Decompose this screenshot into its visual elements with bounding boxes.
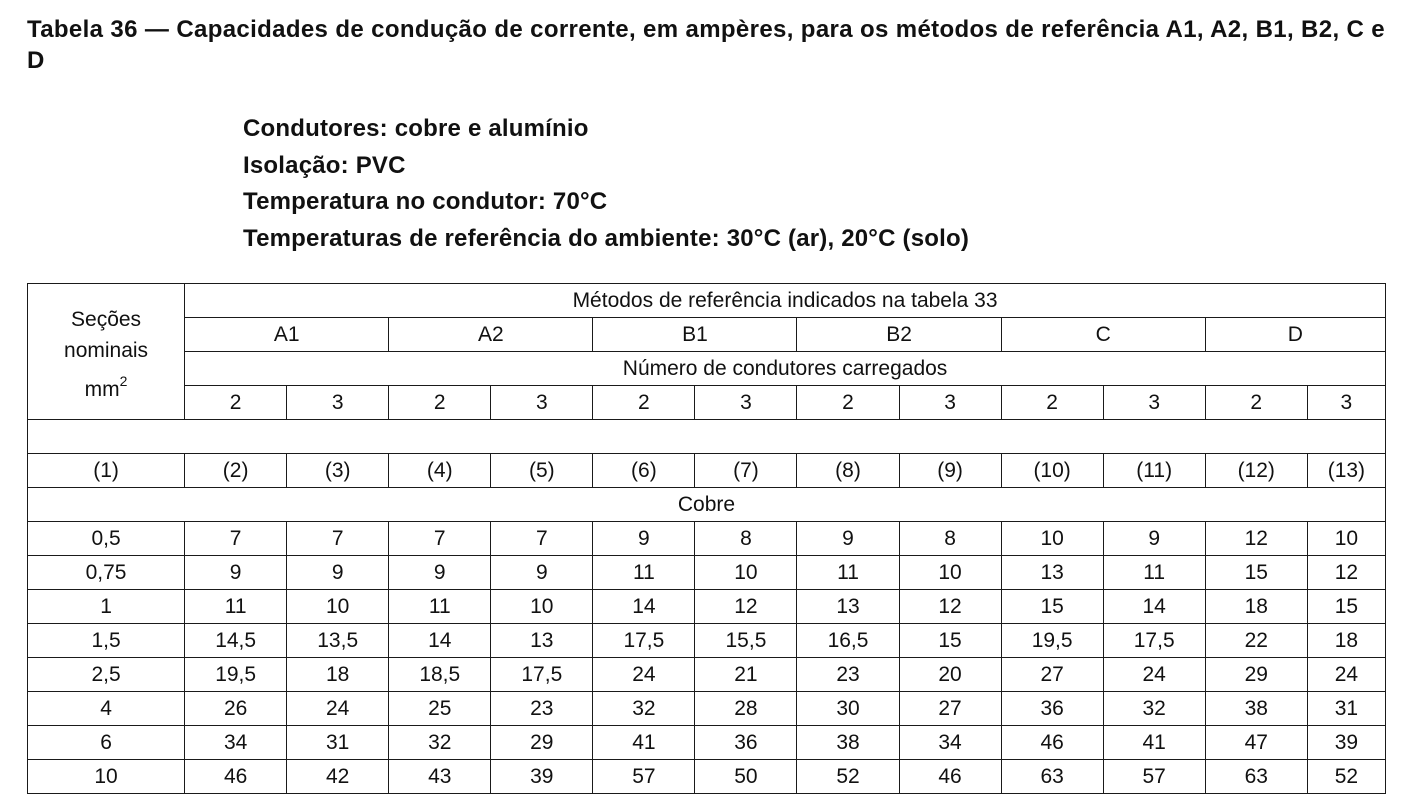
ampacity-value-cell: 11 bbox=[797, 556, 899, 590]
conductor-count-cell: 3 bbox=[899, 386, 1001, 420]
ampacity-value-cell: 46 bbox=[185, 760, 287, 794]
ampacity-value-cell: 7 bbox=[389, 522, 491, 556]
section-header-exponent: 2 bbox=[119, 373, 128, 389]
ampacity-value-cell: 17,5 bbox=[491, 658, 593, 692]
ampacity-value-cell: 29 bbox=[1205, 658, 1307, 692]
ampacity-value-cell: 34 bbox=[185, 726, 287, 760]
ampacity-value-cell: 15 bbox=[1307, 590, 1385, 624]
ampacity-value-cell: 15 bbox=[1205, 556, 1307, 590]
ampacity-value-cell: 10 bbox=[287, 590, 389, 624]
ampacity-value-cell: 32 bbox=[389, 726, 491, 760]
ampacity-value-cell: 17,5 bbox=[593, 624, 695, 658]
ampacity-value-cell: 9 bbox=[185, 556, 287, 590]
ampacity-value-cell: 10 bbox=[491, 590, 593, 624]
ampacity-value-cell: 41 bbox=[1103, 726, 1205, 760]
method-b2: B2 bbox=[797, 318, 1001, 352]
ampacity-value-cell: 32 bbox=[1103, 692, 1205, 726]
ampacity-value-cell: 8 bbox=[899, 522, 1001, 556]
ampacity-value-cell: 7 bbox=[185, 522, 287, 556]
ampacity-value-cell: 9 bbox=[1103, 522, 1205, 556]
column-number-cell: (2) bbox=[185, 454, 287, 488]
ampacity-value-cell: 46 bbox=[899, 760, 1001, 794]
ampacity-value-cell: 57 bbox=[593, 760, 695, 794]
methods-header: Métodos de referência indicados na tabela 33 bbox=[185, 284, 1386, 318]
ampacity-value-cell: 63 bbox=[1205, 760, 1307, 794]
column-number-cell: (13) bbox=[1307, 454, 1385, 488]
ampacity-value-cell: 24 bbox=[1103, 658, 1205, 692]
section-cell: 0,5 bbox=[28, 522, 185, 556]
ampacity-value-cell: 19,5 bbox=[1001, 624, 1103, 658]
column-number-cell: (4) bbox=[389, 454, 491, 488]
conductor-count-cell: 2 bbox=[1001, 386, 1103, 420]
ampacity-value-cell: 17,5 bbox=[1103, 624, 1205, 658]
ampacity-value-cell: 24 bbox=[593, 658, 695, 692]
ampacity-value-cell: 26 bbox=[185, 692, 287, 726]
section-cell: 1 bbox=[28, 590, 185, 624]
ampacity-value-cell: 30 bbox=[797, 692, 899, 726]
ampacity-value-cell: 29 bbox=[491, 726, 593, 760]
column-number-cell: (10) bbox=[1001, 454, 1103, 488]
ampacity-value-cell: 10 bbox=[695, 556, 797, 590]
table-row bbox=[28, 522, 1386, 556]
ampacity-value-cell: 18 bbox=[1307, 624, 1385, 658]
ampacity-value-cell: 12 bbox=[1307, 556, 1385, 590]
ampacity-value-cell: 10 bbox=[899, 556, 1001, 590]
conductor-count-cell: 2 bbox=[1205, 386, 1307, 420]
conductor-count-cell: 2 bbox=[797, 386, 899, 420]
ampacity-value-cell: 13 bbox=[797, 590, 899, 624]
ampacity-value-cell: 9 bbox=[389, 556, 491, 590]
ampacity-value-cell: 14,5 bbox=[185, 624, 287, 658]
ampacity-value-cell: 7 bbox=[491, 522, 593, 556]
blank-row bbox=[28, 420, 1386, 454]
section-cell: 2,5 bbox=[28, 658, 185, 692]
conductors-header: Número de condutores carregados bbox=[185, 352, 1386, 386]
ampacity-value-cell: 12 bbox=[695, 590, 797, 624]
column-number-cell: (7) bbox=[695, 454, 797, 488]
ampacity-value-cell: 31 bbox=[1307, 692, 1385, 726]
ampacity-value-cell: 23 bbox=[491, 692, 593, 726]
ampacity-value-cell: 8 bbox=[695, 522, 797, 556]
ampacity-value-cell: 15 bbox=[899, 624, 1001, 658]
table-row bbox=[28, 590, 1386, 624]
column-number-cell: (12) bbox=[1205, 454, 1307, 488]
conductor-count-cell: 3 bbox=[695, 386, 797, 420]
ampacity-value-cell: 39 bbox=[491, 760, 593, 794]
section-header-cell bbox=[28, 284, 185, 420]
ampacity-value-cell: 9 bbox=[797, 522, 899, 556]
ampacity-value-cell: 19,5 bbox=[185, 658, 287, 692]
ampacity-value-cell: 25 bbox=[389, 692, 491, 726]
ampacity-value-cell: 34 bbox=[899, 726, 1001, 760]
spec-ambient-temperatures: Temperaturas de referência do ambiente: 30°C (ar), 20°C (solo) bbox=[243, 224, 970, 252]
ampacity-value-cell: 18 bbox=[1205, 590, 1307, 624]
column-number-cell: (5) bbox=[491, 454, 593, 488]
section-header-unit: mm bbox=[84, 378, 120, 401]
ampacity-value-cell: 14 bbox=[389, 624, 491, 658]
ampacity-value-cell: 18,5 bbox=[389, 658, 491, 692]
table-title: Tabela 36 — Capacidades de condução de corrente, em ampères, para os métodos de referência A1, A2, B1, B2, C e D bbox=[27, 16, 1385, 74]
ampacity-value-cell: 43 bbox=[389, 760, 491, 794]
conductor-count-cell: 3 bbox=[491, 386, 593, 420]
group-row-cobre bbox=[28, 488, 1386, 522]
ampacity-value-cell: 11 bbox=[1103, 556, 1205, 590]
ampacity-value-cell: 27 bbox=[1001, 658, 1103, 692]
ampacity-value-cell: 52 bbox=[1307, 760, 1385, 794]
data-rows bbox=[28, 522, 1386, 794]
ampacity-value-cell: 46 bbox=[1001, 726, 1103, 760]
ampacity-value-cell: 11 bbox=[389, 590, 491, 624]
method-a2: A2 bbox=[389, 318, 593, 352]
ampacity-value-cell: 24 bbox=[1307, 658, 1385, 692]
ampacity-value-cell: 13,5 bbox=[287, 624, 389, 658]
conductor-counts-row bbox=[28, 386, 1386, 420]
column-number-cell: (6) bbox=[593, 454, 695, 488]
ampacity-value-cell: 57 bbox=[1103, 760, 1205, 794]
ampacity-value-cell: 21 bbox=[695, 658, 797, 692]
blank-cell bbox=[28, 420, 1386, 454]
conductor-count-cell: 2 bbox=[389, 386, 491, 420]
column-number-cell: (3) bbox=[287, 454, 389, 488]
ampacity-value-cell: 32 bbox=[593, 692, 695, 726]
column-number-cell: (9) bbox=[899, 454, 1001, 488]
ampacity-value-cell: 47 bbox=[1205, 726, 1307, 760]
ampacity-value-cell: 50 bbox=[695, 760, 797, 794]
ampacity-value-cell: 39 bbox=[1307, 726, 1385, 760]
conductor-count-cell: 3 bbox=[1103, 386, 1205, 420]
ampacity-value-cell: 12 bbox=[1205, 522, 1307, 556]
spec-conductor-temperature: Temperatura no condutor: 70°C bbox=[243, 188, 608, 215]
section-header-line1: Seções bbox=[71, 308, 142, 331]
ampacity-value-cell: 63 bbox=[1001, 760, 1103, 794]
column-number-cell: (8) bbox=[797, 454, 899, 488]
specifications-block bbox=[243, 111, 969, 257]
ampacity-value-cell: 38 bbox=[797, 726, 899, 760]
method-c: C bbox=[1001, 318, 1205, 352]
section-header-line2: nominais bbox=[64, 339, 149, 362]
ampacity-value-cell: 15,5 bbox=[695, 624, 797, 658]
conductor-count-cell: 3 bbox=[287, 386, 389, 420]
ampacity-value-cell: 36 bbox=[1001, 692, 1103, 726]
ampacity-value-cell: 36 bbox=[695, 726, 797, 760]
ampacity-value-cell: 41 bbox=[593, 726, 695, 760]
section-cell: 10 bbox=[28, 760, 185, 794]
ampacity-value-cell: 15 bbox=[1001, 590, 1103, 624]
ampacity-value-cell: 24 bbox=[287, 692, 389, 726]
ampacity-value-cell: 27 bbox=[899, 692, 1001, 726]
ampacity-value-cell: 14 bbox=[593, 590, 695, 624]
ampacity-value-cell: 20 bbox=[899, 658, 1001, 692]
table-row bbox=[28, 726, 1386, 760]
column-number-cell: (1) bbox=[28, 454, 185, 488]
table-row bbox=[28, 624, 1386, 658]
ampacity-value-cell: 18 bbox=[287, 658, 389, 692]
section-cell: 0,75 bbox=[28, 556, 185, 590]
ampacity-value-cell: 28 bbox=[695, 692, 797, 726]
conductor-count-cell: 2 bbox=[593, 386, 695, 420]
spec-insulation: Isolação: PVC bbox=[243, 151, 406, 179]
ampacity-value-cell: 31 bbox=[287, 726, 389, 760]
section-cell: 6 bbox=[28, 726, 185, 760]
conductors-header-row bbox=[28, 352, 1386, 386]
spec-conductors: Condutores: cobre e alumínio bbox=[243, 115, 589, 142]
ampacity-value-cell: 38 bbox=[1205, 692, 1307, 726]
table-row bbox=[28, 692, 1386, 726]
ampacity-value-cell: 13 bbox=[491, 624, 593, 658]
ampacity-value-cell: 9 bbox=[593, 522, 695, 556]
methods-header-row bbox=[28, 284, 1386, 318]
ampacity-value-cell: 12 bbox=[899, 590, 1001, 624]
table-row bbox=[28, 658, 1386, 692]
ampacity-value-cell: 9 bbox=[287, 556, 389, 590]
ampacity-value-cell: 11 bbox=[593, 556, 695, 590]
column-number-cell: (11) bbox=[1103, 454, 1205, 488]
method-names-row bbox=[28, 318, 1386, 352]
ampacity-value-cell: 7 bbox=[287, 522, 389, 556]
ampacity-value-cell: 10 bbox=[1001, 522, 1103, 556]
ampacity-value-cell: 22 bbox=[1205, 624, 1307, 658]
method-d: D bbox=[1205, 318, 1385, 352]
section-cell: 1,5 bbox=[28, 624, 185, 658]
ampacity-value-cell: 16,5 bbox=[797, 624, 899, 658]
group-label-cobre: Cobre bbox=[28, 488, 1386, 522]
conductor-count-cell: 3 bbox=[1307, 386, 1385, 420]
method-b1: B1 bbox=[593, 318, 797, 352]
ampacity-value-cell: 42 bbox=[287, 760, 389, 794]
ampacity-table bbox=[27, 283, 1386, 794]
method-a1: A1 bbox=[185, 318, 389, 352]
table-row bbox=[28, 760, 1386, 794]
ampacity-value-cell: 14 bbox=[1103, 590, 1205, 624]
conductor-count-cell: 2 bbox=[185, 386, 287, 420]
ampacity-value-cell: 9 bbox=[491, 556, 593, 590]
ampacity-value-cell: 23 bbox=[797, 658, 899, 692]
section-cell: 4 bbox=[28, 692, 185, 726]
ampacity-value-cell: 13 bbox=[1001, 556, 1103, 590]
table-row bbox=[28, 556, 1386, 590]
ampacity-value-cell: 10 bbox=[1307, 522, 1385, 556]
column-numbers-row bbox=[28, 454, 1386, 488]
ampacity-value-cell: 52 bbox=[797, 760, 899, 794]
ampacity-value-cell: 11 bbox=[185, 590, 287, 624]
